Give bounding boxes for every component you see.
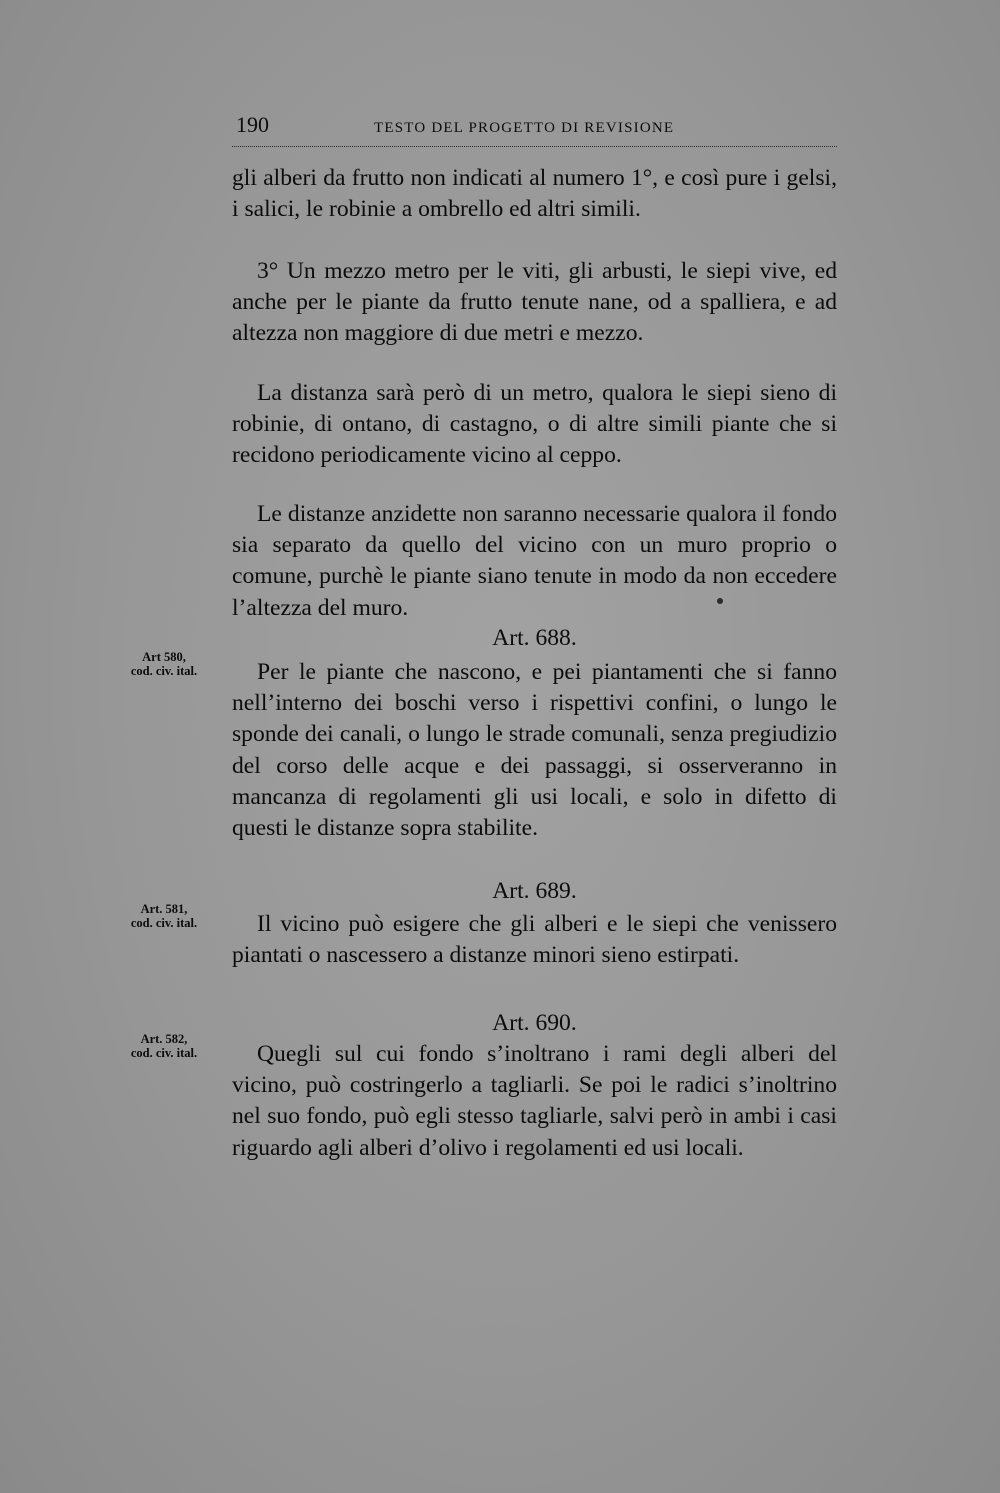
margin-reference-line: cod. civ. ital. <box>130 664 198 678</box>
margin-reference-line: Art. 582, <box>140 1032 188 1046</box>
article-heading-688: Art. 688. <box>492 625 577 651</box>
margin-reference-688 <box>108 650 220 678</box>
margin-reference-689 <box>108 902 220 930</box>
article-heading-689: Art. 689. <box>492 878 577 904</box>
article-text-690: Quegli sul cui fondo s’inoltrano i rami degli alberi del vicino, può costringerlo a tagliarli. Se poi le radici s’inoltrino nel suo fondo, può egli stesso tagliarle, salvi però in ambi i casi riguardo agli alberi d’olivo i regolamenti ed usi locali. <box>232 1041 837 1161</box>
margin-reference-line: cod. civ. ital. <box>130 1046 198 1060</box>
margin-reference-line: Art. 581, <box>140 902 188 916</box>
running-title: TESTO DEL PROGETTO DI REVISIONE <box>374 120 675 136</box>
paragraph-exception: Le distanze anzidette non saranno necessarie qualora il fondo sia separato da quello del vicino con un muro proprio o comune, purchè le piante siano tenute in modo da non eccedere l’altezza del muro. <box>232 501 837 621</box>
page-number: 190 <box>236 112 269 137</box>
margin-reference-690 <box>108 1032 220 1060</box>
article-text-689: Il vicino può esigere che gli alberi e le siepi che venissero piantati o nascessero a distanze minori sieno estirpati. <box>232 911 837 969</box>
article-text-688: Per le piante che nascono, e pei piantamenti che si fanno nell’interno dei boschi verso i rispettivi confini, o lungo le sponde dei canali, o lungo le strade comunali, senza pregiudizio del corso delle acque e dei passaggi, si osserveranno in mancanza di regolamenti gli usi locali, e solo in difetto di questi le distanze sopra stabilite. <box>232 659 837 842</box>
page-header <box>232 112 837 147</box>
margin-reference-line: cod. civ. ital. <box>130 916 198 930</box>
paragraph-item-3: 3° Un mezzo metro per le viti, gli arbusti, le siepi vive, ed anche per le piante da frutto tenute nane, od a spalliera, e ad altezza non maggiore di due metri e mezzo. <box>232 258 837 347</box>
paragraph-continuation: gli alberi da frutto non indicati al numero 1°, e così pure i gelsi, i salici, le robinie a ombrello ed altri simili. <box>232 165 837 223</box>
margin-reference-line: Art 580, <box>142 650 186 664</box>
article-heading-690: Art. 690. <box>492 1010 577 1036</box>
paragraph-distance: La distanza sarà però di un metro, qualora le siepi sieno di robinie, di ontano, di castagno, o di altre simili piante che si recidono periodicamente vicino al ceppo. <box>232 380 837 469</box>
ink-blot <box>717 598 723 604</box>
